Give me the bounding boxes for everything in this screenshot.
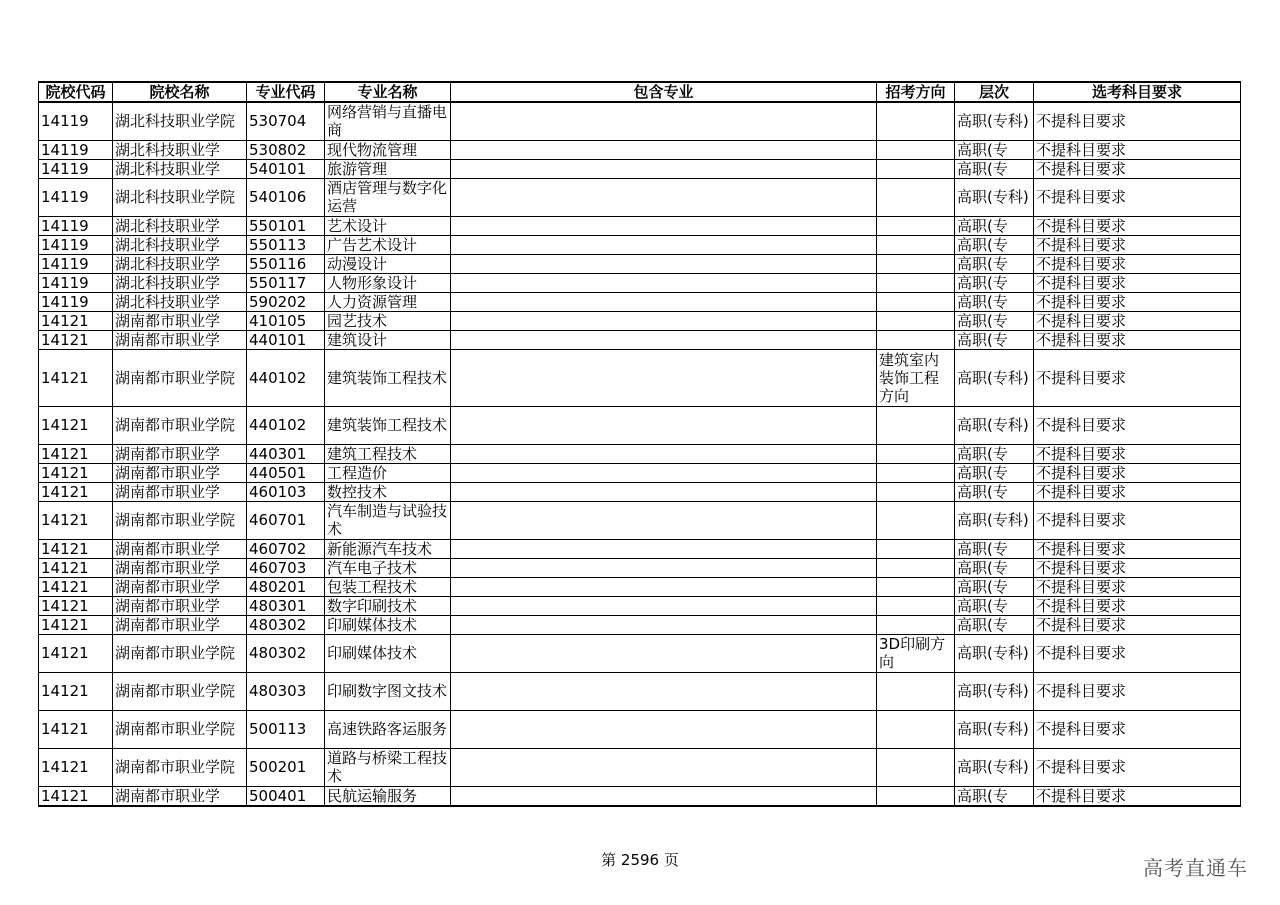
cell-level: 高职(专 bbox=[955, 216, 1034, 235]
cell-subject-requirement: 不提科目要求 bbox=[1034, 311, 1241, 330]
cell-major-name: 网络营销与直播电商 bbox=[325, 102, 451, 140]
table-row bbox=[39, 634, 1241, 672]
cell-school-name: 湖北科技职业学 bbox=[113, 273, 247, 292]
cell-school-code: 14119 bbox=[39, 273, 113, 292]
cell-school-code: 14119 bbox=[39, 102, 113, 140]
cell-direction bbox=[877, 615, 955, 634]
cell-major-name: 广告艺术设计 bbox=[325, 235, 451, 254]
cell-subject-requirement: 不提科目要求 bbox=[1034, 634, 1241, 672]
cell-school-code: 14121 bbox=[39, 349, 113, 406]
cell-subject-requirement: 不提科目要求 bbox=[1034, 102, 1241, 140]
cell-major-name: 印刷数字图文技术 bbox=[325, 672, 451, 710]
cell-school-code: 14121 bbox=[39, 463, 113, 482]
cell-direction bbox=[877, 501, 955, 539]
cell-level: 高职(专科) bbox=[955, 634, 1034, 672]
table-row bbox=[39, 235, 1241, 254]
table-row bbox=[39, 311, 1241, 330]
table-row bbox=[39, 254, 1241, 273]
header-major-name: 专业名称 bbox=[325, 82, 451, 102]
cell-subject-requirement: 不提科目要求 bbox=[1034, 577, 1241, 596]
cell-level: 高职(专 bbox=[955, 140, 1034, 159]
cell-level: 高职(专 bbox=[955, 444, 1034, 463]
cell-major-name: 道路与桥梁工程技术 bbox=[325, 748, 451, 786]
cell-major-code: 440301 bbox=[247, 444, 325, 463]
cell-major-code: 410105 bbox=[247, 311, 325, 330]
cell-major-code: 440102 bbox=[247, 406, 325, 444]
table-row bbox=[39, 330, 1241, 349]
cell-school-name: 湖北科技职业学 bbox=[113, 254, 247, 273]
cell-school-code: 14121 bbox=[39, 710, 113, 748]
watermark: 高考直通车 bbox=[1143, 856, 1248, 880]
cell-level: 高职(专 bbox=[955, 159, 1034, 178]
cell-school-name: 湖南都市职业学院 bbox=[113, 349, 247, 406]
header-row bbox=[39, 82, 1241, 102]
cell-subject-requirement: 不提科目要求 bbox=[1034, 140, 1241, 159]
header-school-name: 院校名称 bbox=[113, 82, 247, 102]
cell-level: 高职(专 bbox=[955, 311, 1034, 330]
cell-subject-requirement: 不提科目要求 bbox=[1034, 672, 1241, 710]
table-row bbox=[39, 216, 1241, 235]
cell-major-name: 建筑工程技术 bbox=[325, 444, 451, 463]
cell-level: 高职(专科) bbox=[955, 501, 1034, 539]
cell-major-code: 500113 bbox=[247, 710, 325, 748]
table-row bbox=[39, 273, 1241, 292]
cell-school-code: 14119 bbox=[39, 159, 113, 178]
cell-level: 高职(专 bbox=[955, 235, 1034, 254]
cell-school-code: 14121 bbox=[39, 311, 113, 330]
cell-school-code: 14121 bbox=[39, 444, 113, 463]
cell-school-name: 湖北科技职业学院 bbox=[113, 102, 247, 140]
table-row bbox=[39, 615, 1241, 634]
cell-major-name: 新能源汽车技术 bbox=[325, 539, 451, 558]
cell-school-code: 14119 bbox=[39, 140, 113, 159]
cell-direction bbox=[877, 159, 955, 178]
cell-level: 高职(专 bbox=[955, 577, 1034, 596]
cell-school-name: 湖南都市职业学 bbox=[113, 577, 247, 596]
cell-direction bbox=[877, 235, 955, 254]
cell-school-code: 14121 bbox=[39, 482, 113, 501]
cell-school-code: 14121 bbox=[39, 501, 113, 539]
cell-major-code: 540101 bbox=[247, 159, 325, 178]
cell-direction bbox=[877, 292, 955, 311]
cell-major-name: 建筑设计 bbox=[325, 330, 451, 349]
cell-major-name: 工程造价 bbox=[325, 463, 451, 482]
cell-direction bbox=[877, 596, 955, 615]
cell-subject-requirement: 不提科目要求 bbox=[1034, 710, 1241, 748]
cell-school-code: 14119 bbox=[39, 235, 113, 254]
table-row bbox=[39, 292, 1241, 311]
table-row bbox=[39, 140, 1241, 159]
header-level: 层次 bbox=[955, 82, 1034, 102]
cell-included-majors bbox=[451, 292, 877, 311]
cell-included-majors bbox=[451, 672, 877, 710]
cell-direction bbox=[877, 672, 955, 710]
cell-major-name: 汽车电子技术 bbox=[325, 558, 451, 577]
cell-school-name: 湖南都市职业学 bbox=[113, 786, 247, 806]
cell-major-name: 汽车制造与试验技术 bbox=[325, 501, 451, 539]
table-row bbox=[39, 748, 1241, 786]
cell-subject-requirement: 不提科目要求 bbox=[1034, 235, 1241, 254]
cell-major-code: 550101 bbox=[247, 216, 325, 235]
cell-level: 高职(专科) bbox=[955, 406, 1034, 444]
cell-major-name: 园艺技术 bbox=[325, 311, 451, 330]
cell-level: 高职(专 bbox=[955, 596, 1034, 615]
cell-included-majors bbox=[451, 273, 877, 292]
cell-school-name: 湖北科技职业学 bbox=[113, 292, 247, 311]
cell-major-code: 440501 bbox=[247, 463, 325, 482]
table-row bbox=[39, 102, 1241, 140]
cell-major-code: 550113 bbox=[247, 235, 325, 254]
cell-school-code: 14121 bbox=[39, 330, 113, 349]
table-row bbox=[39, 349, 1241, 406]
cell-major-code: 530704 bbox=[247, 102, 325, 140]
cell-major-code: 440102 bbox=[247, 349, 325, 406]
table-row bbox=[39, 710, 1241, 748]
cell-direction bbox=[877, 102, 955, 140]
cell-school-name: 湖北科技职业学 bbox=[113, 235, 247, 254]
cell-school-name: 湖南都市职业学 bbox=[113, 482, 247, 501]
table-row bbox=[39, 577, 1241, 596]
table-row bbox=[39, 463, 1241, 482]
cell-direction: 3D印刷方向 bbox=[877, 634, 955, 672]
admission-table bbox=[38, 81, 1241, 807]
cell-direction bbox=[877, 786, 955, 806]
cell-school-name: 湖南都市职业学院 bbox=[113, 748, 247, 786]
cell-included-majors bbox=[451, 786, 877, 806]
cell-major-name: 动漫设计 bbox=[325, 254, 451, 273]
cell-major-code: 590202 bbox=[247, 292, 325, 311]
cell-level: 高职(专 bbox=[955, 482, 1034, 501]
cell-school-name: 湖南都市职业学 bbox=[113, 463, 247, 482]
cell-school-name: 湖北科技职业学 bbox=[113, 216, 247, 235]
cell-major-name: 人物形象设计 bbox=[325, 273, 451, 292]
cell-included-majors bbox=[451, 615, 877, 634]
cell-direction bbox=[877, 254, 955, 273]
cell-included-majors bbox=[451, 330, 877, 349]
cell-school-code: 14119 bbox=[39, 216, 113, 235]
cell-level: 高职(专 bbox=[955, 273, 1034, 292]
cell-subject-requirement: 不提科目要求 bbox=[1034, 786, 1241, 806]
cell-direction bbox=[877, 273, 955, 292]
cell-level: 高职(专科) bbox=[955, 102, 1034, 140]
cell-school-name: 湖南都市职业学 bbox=[113, 539, 247, 558]
cell-included-majors bbox=[451, 235, 877, 254]
cell-major-code: 540106 bbox=[247, 178, 325, 216]
cell-subject-requirement: 不提科目要求 bbox=[1034, 596, 1241, 615]
cell-level: 高职(专 bbox=[955, 463, 1034, 482]
cell-school-name: 湖北科技职业学院 bbox=[113, 178, 247, 216]
cell-school-name: 湖南都市职业学院 bbox=[113, 634, 247, 672]
cell-major-name: 艺术设计 bbox=[325, 216, 451, 235]
cell-school-name: 湖南都市职业学 bbox=[113, 444, 247, 463]
cell-school-name: 湖南都市职业学院 bbox=[113, 672, 247, 710]
cell-major-name: 建筑装饰工程技术 bbox=[325, 349, 451, 406]
cell-subject-requirement: 不提科目要求 bbox=[1034, 254, 1241, 273]
cell-level: 高职(专 bbox=[955, 330, 1034, 349]
cell-subject-requirement: 不提科目要求 bbox=[1034, 159, 1241, 178]
cell-direction bbox=[877, 216, 955, 235]
cell-major-code: 500201 bbox=[247, 748, 325, 786]
cell-major-code: 500401 bbox=[247, 786, 325, 806]
cell-major-name: 旅游管理 bbox=[325, 159, 451, 178]
cell-school-code: 14121 bbox=[39, 596, 113, 615]
header-subject-requirement: 选考科目要求 bbox=[1034, 82, 1241, 102]
table-row bbox=[39, 558, 1241, 577]
cell-subject-requirement: 不提科目要求 bbox=[1034, 216, 1241, 235]
cell-direction: 建筑室内装饰工程方向 bbox=[877, 349, 955, 406]
cell-included-majors bbox=[451, 596, 877, 615]
cell-direction bbox=[877, 539, 955, 558]
cell-direction bbox=[877, 330, 955, 349]
cell-school-code: 14121 bbox=[39, 634, 113, 672]
cell-level: 高职(专 bbox=[955, 558, 1034, 577]
table-row bbox=[39, 786, 1241, 806]
cell-subject-requirement: 不提科目要求 bbox=[1034, 330, 1241, 349]
cell-major-name: 酒店管理与数字化运营 bbox=[325, 178, 451, 216]
cell-level: 高职(专科) bbox=[955, 710, 1034, 748]
cell-direction bbox=[877, 710, 955, 748]
cell-major-name: 民航运输服务 bbox=[325, 786, 451, 806]
cell-school-code: 14119 bbox=[39, 254, 113, 273]
cell-included-majors bbox=[451, 406, 877, 444]
cell-major-name: 现代物流管理 bbox=[325, 140, 451, 159]
cell-included-majors bbox=[451, 634, 877, 672]
cell-subject-requirement: 不提科目要求 bbox=[1034, 539, 1241, 558]
cell-direction bbox=[877, 482, 955, 501]
cell-major-code: 480201 bbox=[247, 577, 325, 596]
cell-school-name: 湖南都市职业学院 bbox=[113, 406, 247, 444]
cell-subject-requirement: 不提科目要求 bbox=[1034, 349, 1241, 406]
cell-level: 高职(专 bbox=[955, 254, 1034, 273]
cell-included-majors bbox=[451, 577, 877, 596]
cell-major-name: 印刷媒体技术 bbox=[325, 634, 451, 672]
cell-school-code: 14121 bbox=[39, 615, 113, 634]
cell-major-code: 550117 bbox=[247, 273, 325, 292]
table-row bbox=[39, 444, 1241, 463]
cell-major-name: 包装工程技术 bbox=[325, 577, 451, 596]
cell-subject-requirement: 不提科目要求 bbox=[1034, 615, 1241, 634]
table-row bbox=[39, 482, 1241, 501]
cell-direction bbox=[877, 558, 955, 577]
cell-included-majors bbox=[451, 501, 877, 539]
cell-direction bbox=[877, 311, 955, 330]
cell-subject-requirement: 不提科目要求 bbox=[1034, 178, 1241, 216]
cell-school-name: 湖南都市职业学 bbox=[113, 615, 247, 634]
cell-level: 高职(专 bbox=[955, 539, 1034, 558]
cell-school-code: 14119 bbox=[39, 178, 113, 216]
cell-school-name: 湖南都市职业学 bbox=[113, 596, 247, 615]
cell-major-code: 480303 bbox=[247, 672, 325, 710]
cell-subject-requirement: 不提科目要求 bbox=[1034, 558, 1241, 577]
cell-included-majors bbox=[451, 539, 877, 558]
cell-direction bbox=[877, 463, 955, 482]
cell-included-majors bbox=[451, 444, 877, 463]
table-row bbox=[39, 159, 1241, 178]
cell-level: 高职(专科) bbox=[955, 178, 1034, 216]
cell-direction bbox=[877, 748, 955, 786]
cell-level: 高职(专 bbox=[955, 292, 1034, 311]
cell-level: 高职(专 bbox=[955, 786, 1034, 806]
cell-school-name: 湖南都市职业学 bbox=[113, 330, 247, 349]
cell-major-code: 530802 bbox=[247, 140, 325, 159]
table-row bbox=[39, 178, 1241, 216]
cell-school-name: 湖南都市职业学院 bbox=[113, 710, 247, 748]
cell-major-name: 数字印刷技术 bbox=[325, 596, 451, 615]
cell-included-majors bbox=[451, 482, 877, 501]
cell-school-code: 14121 bbox=[39, 748, 113, 786]
cell-level: 高职(专科) bbox=[955, 672, 1034, 710]
cell-school-name: 湖南都市职业学 bbox=[113, 558, 247, 577]
cell-direction bbox=[877, 577, 955, 596]
header-included-majors: 包含专业 bbox=[451, 82, 877, 102]
table-row bbox=[39, 501, 1241, 539]
cell-major-code: 480302 bbox=[247, 634, 325, 672]
cell-major-code: 480302 bbox=[247, 615, 325, 634]
cell-major-code: 480301 bbox=[247, 596, 325, 615]
table-row bbox=[39, 672, 1241, 710]
cell-major-code: 460702 bbox=[247, 539, 325, 558]
table-row bbox=[39, 406, 1241, 444]
cell-direction bbox=[877, 140, 955, 159]
cell-included-majors bbox=[451, 748, 877, 786]
cell-included-majors bbox=[451, 254, 877, 273]
cell-major-name: 建筑装饰工程技术 bbox=[325, 406, 451, 444]
header-direction: 招考方向 bbox=[877, 82, 955, 102]
page-number: 第 2596 页 bbox=[601, 851, 679, 869]
cell-included-majors bbox=[451, 216, 877, 235]
cell-major-name: 数控技术 bbox=[325, 482, 451, 501]
cell-major-name: 人力资源管理 bbox=[325, 292, 451, 311]
cell-major-code: 460701 bbox=[247, 501, 325, 539]
cell-included-majors bbox=[451, 311, 877, 330]
cell-included-majors bbox=[451, 178, 877, 216]
cell-subject-requirement: 不提科目要求 bbox=[1034, 748, 1241, 786]
cell-school-name: 湖南都市职业学院 bbox=[113, 501, 247, 539]
cell-school-code: 14121 bbox=[39, 406, 113, 444]
cell-school-code: 14121 bbox=[39, 786, 113, 806]
cell-major-code: 460103 bbox=[247, 482, 325, 501]
cell-subject-requirement: 不提科目要求 bbox=[1034, 482, 1241, 501]
table-row bbox=[39, 539, 1241, 558]
cell-included-majors bbox=[451, 140, 877, 159]
table-row bbox=[39, 596, 1241, 615]
cell-level: 高职(专科) bbox=[955, 349, 1034, 406]
cell-school-code: 14121 bbox=[39, 539, 113, 558]
cell-major-code: 550116 bbox=[247, 254, 325, 273]
cell-direction bbox=[877, 406, 955, 444]
cell-subject-requirement: 不提科目要求 bbox=[1034, 444, 1241, 463]
cell-major-name: 印刷媒体技术 bbox=[325, 615, 451, 634]
cell-subject-requirement: 不提科目要求 bbox=[1034, 292, 1241, 311]
cell-included-majors bbox=[451, 159, 877, 178]
cell-school-code: 14121 bbox=[39, 672, 113, 710]
cell-school-code: 14119 bbox=[39, 292, 113, 311]
cell-subject-requirement: 不提科目要求 bbox=[1034, 501, 1241, 539]
cell-school-code: 14121 bbox=[39, 558, 113, 577]
cell-major-code: 440101 bbox=[247, 330, 325, 349]
cell-major-code: 460703 bbox=[247, 558, 325, 577]
cell-school-name: 湖南都市职业学 bbox=[113, 311, 247, 330]
cell-major-name: 高速铁路客运服务 bbox=[325, 710, 451, 748]
cell-school-name: 湖北科技职业学 bbox=[113, 140, 247, 159]
cell-level: 高职(专科) bbox=[955, 748, 1034, 786]
cell-included-majors bbox=[451, 463, 877, 482]
header-school-code: 院校代码 bbox=[39, 82, 113, 102]
cell-school-code: 14121 bbox=[39, 577, 113, 596]
cell-included-majors bbox=[451, 710, 877, 748]
cell-level: 高职(专 bbox=[955, 615, 1034, 634]
cell-direction bbox=[877, 178, 955, 216]
cell-subject-requirement: 不提科目要求 bbox=[1034, 406, 1241, 444]
cell-subject-requirement: 不提科目要求 bbox=[1034, 463, 1241, 482]
cell-included-majors bbox=[451, 558, 877, 577]
cell-school-name: 湖北科技职业学 bbox=[113, 159, 247, 178]
cell-included-majors bbox=[451, 349, 877, 406]
cell-direction bbox=[877, 444, 955, 463]
cell-included-majors bbox=[451, 102, 877, 140]
header-major-code: 专业代码 bbox=[247, 82, 325, 102]
cell-subject-requirement: 不提科目要求 bbox=[1034, 273, 1241, 292]
